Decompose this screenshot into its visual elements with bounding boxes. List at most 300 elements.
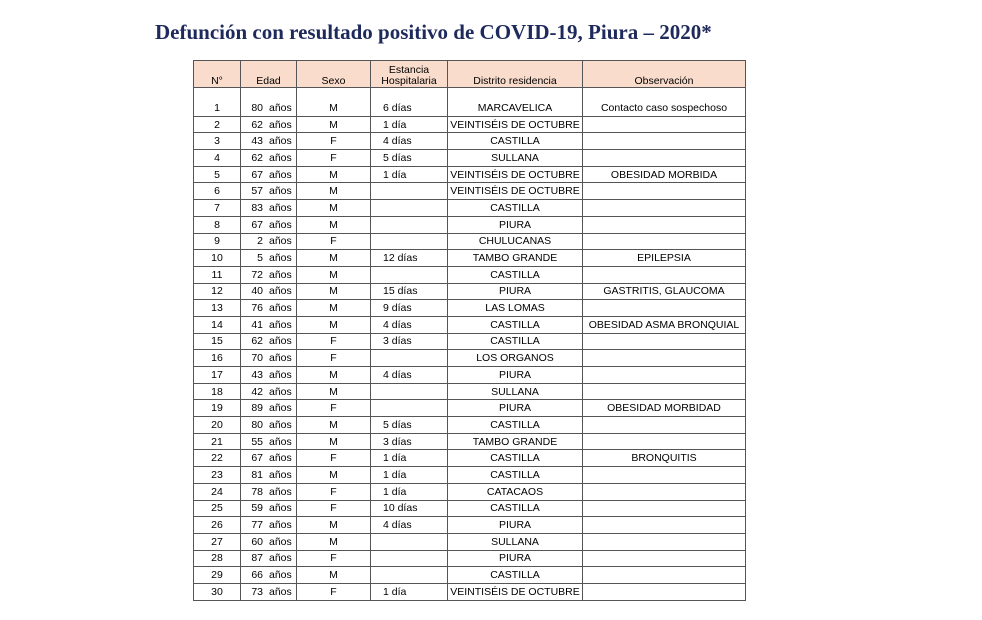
table-row — [194, 367, 746, 384]
district-cell: PIURA — [448, 550, 583, 567]
stay-value: 1 día — [383, 118, 407, 131]
age-cell — [241, 417, 297, 434]
header-row — [194, 61, 746, 88]
observation-cell — [583, 233, 746, 250]
district-cell: PIURA — [448, 216, 583, 233]
table-row — [194, 517, 746, 534]
table-row — [194, 200, 746, 217]
stay-cell — [371, 483, 448, 500]
stay-value: 3 días — [383, 435, 412, 448]
sex-cell: F — [297, 150, 371, 167]
table-row — [194, 100, 746, 116]
row-number: 27 — [194, 533, 241, 550]
observation-cell: OBESIDAD MORBIDAD — [583, 400, 746, 417]
observation-cell — [583, 216, 746, 233]
observation-cell: OBESIDAD MORBIDA — [583, 166, 746, 183]
table-row — [194, 150, 746, 167]
age-value: 62 — [251, 118, 263, 131]
header-observacion: Observación — [583, 61, 746, 88]
row-number: 3 — [194, 133, 241, 150]
age-value: 42 — [251, 385, 263, 398]
header-sexo: Sexo — [297, 61, 371, 88]
stay-value: 4 días — [383, 318, 412, 331]
age-unit: años — [269, 252, 292, 265]
age-cell — [241, 333, 297, 350]
district-cell: CASTILLA — [448, 133, 583, 150]
sex-cell: M — [297, 367, 371, 384]
age-value: 40 — [251, 285, 263, 298]
age-cell — [241, 233, 297, 250]
observation-cell — [583, 367, 746, 384]
row-number: 10 — [194, 250, 241, 267]
age-unit: años — [269, 235, 292, 248]
age-cell — [241, 300, 297, 317]
stay-cell — [371, 533, 448, 550]
stay-value — [373, 235, 383, 247]
table-row — [194, 250, 746, 267]
observation-cell — [583, 583, 746, 600]
row-number: 30 — [194, 583, 241, 600]
stay-cell — [371, 300, 448, 317]
table-row — [194, 216, 746, 233]
stay-cell — [371, 350, 448, 367]
age-cell — [241, 166, 297, 183]
age-cell — [241, 433, 297, 450]
sex-cell: F — [297, 350, 371, 367]
age-value: 89 — [251, 402, 263, 415]
sex-cell: M — [297, 283, 371, 300]
age-cell — [241, 150, 297, 167]
age-value: 80 — [251, 418, 263, 431]
stay-cell — [371, 216, 448, 233]
spacer-cell — [583, 88, 746, 101]
sex-cell: M — [297, 417, 371, 434]
stay-cell — [371, 400, 448, 417]
age-cell — [241, 450, 297, 467]
row-number: 20 — [194, 417, 241, 434]
district-cell: SULLANA — [448, 150, 583, 167]
header-edad: Edad — [241, 61, 297, 88]
age-unit: años — [269, 135, 292, 148]
district-cell: CASTILLA — [448, 567, 583, 584]
district-cell: PIURA — [448, 400, 583, 417]
row-number: 14 — [194, 316, 241, 333]
age-unit: años — [269, 418, 292, 431]
age-value: 55 — [251, 435, 263, 448]
spacer-cell — [371, 88, 448, 101]
district-cell: PIURA — [448, 283, 583, 300]
header-estancia-line2: Hospitalaria — [381, 75, 437, 87]
stay-value — [373, 185, 383, 197]
row-number: 24 — [194, 483, 241, 500]
district-cell: VEINTISÉIS DE OCTUBRE — [448, 116, 583, 133]
age-cell — [241, 550, 297, 567]
age-unit: años — [269, 168, 292, 181]
age-cell — [241, 350, 297, 367]
district-cell: VEINTISÉIS DE OCTUBRE — [448, 183, 583, 200]
spacer-cell — [448, 88, 583, 101]
age-value: 66 — [251, 569, 263, 582]
age-unit: años — [269, 352, 292, 365]
age-cell — [241, 283, 297, 300]
age-unit: años — [269, 151, 292, 164]
table-row — [194, 133, 746, 150]
stay-cell — [371, 100, 448, 116]
age-value: 59 — [251, 502, 263, 515]
age-unit: años — [269, 535, 292, 548]
age-cell — [241, 183, 297, 200]
district-cell: CASTILLA — [448, 450, 583, 467]
district-cell: TAMBO GRANDE — [448, 250, 583, 267]
age-unit: años — [269, 185, 292, 198]
sex-cell: M — [297, 100, 371, 116]
age-value: 62 — [251, 151, 263, 164]
observation-cell — [583, 383, 746, 400]
district-cell: LOS ORGANOS — [448, 350, 583, 367]
stay-value — [373, 569, 383, 581]
age-value: 41 — [251, 318, 263, 331]
age-cell — [241, 116, 297, 133]
age-cell — [241, 367, 297, 384]
observation-cell — [583, 200, 746, 217]
district-cell: TAMBO GRANDE — [448, 433, 583, 450]
stay-value: 4 días — [383, 519, 412, 532]
stay-cell — [371, 183, 448, 200]
stay-value: 4 días — [383, 368, 412, 381]
stay-cell — [371, 266, 448, 283]
stay-cell — [371, 583, 448, 600]
spacer-cell — [241, 88, 297, 101]
observation-cell — [583, 150, 746, 167]
age-unit: años — [269, 368, 292, 381]
age-value: 81 — [251, 468, 263, 481]
stay-value — [373, 352, 383, 364]
district-cell: SULLANA — [448, 533, 583, 550]
table-row — [194, 316, 746, 333]
age-value: 77 — [251, 519, 263, 532]
stay-cell — [371, 367, 448, 384]
sex-cell: F — [297, 500, 371, 517]
age-unit: años — [269, 452, 292, 465]
stay-value: 1 día — [383, 485, 407, 498]
observation-cell — [583, 417, 746, 434]
table-row — [194, 533, 746, 550]
row-number: 6 — [194, 183, 241, 200]
age-unit: años — [269, 218, 292, 231]
sex-cell: M — [297, 433, 371, 450]
age-value: 5 — [257, 252, 263, 265]
age-value: 62 — [251, 335, 263, 348]
age-value: 78 — [251, 485, 263, 498]
row-number: 4 — [194, 150, 241, 167]
stay-cell — [371, 550, 448, 567]
observation-cell: BRONQUITIS — [583, 450, 746, 467]
stay-value — [373, 219, 383, 231]
age-value: 60 — [251, 535, 263, 548]
stay-cell — [371, 417, 448, 434]
age-unit: años — [269, 435, 292, 448]
observation-cell — [583, 517, 746, 534]
table-row — [194, 500, 746, 517]
stay-value: 4 días — [383, 135, 412, 148]
spacer-cell — [194, 88, 241, 101]
age-unit: años — [269, 302, 292, 315]
age-value: 67 — [251, 452, 263, 465]
table-row — [194, 300, 746, 317]
stay-cell — [371, 467, 448, 484]
row-number: 9 — [194, 233, 241, 250]
observation-cell — [583, 333, 746, 350]
district-cell: SULLANA — [448, 383, 583, 400]
table-row — [194, 266, 746, 283]
table-row — [194, 116, 746, 133]
sex-cell: F — [297, 583, 371, 600]
stay-cell — [371, 250, 448, 267]
sex-cell: M — [297, 250, 371, 267]
sex-cell: F — [297, 233, 371, 250]
age-unit: años — [269, 118, 292, 131]
stay-value: 5 días — [383, 151, 412, 164]
row-number: 26 — [194, 517, 241, 534]
page-title: Defunción con resultado positivo de COVID-19, Piura – 2020* — [155, 20, 712, 44]
observation-cell: GASTRITIS, GLAUCOMA — [583, 283, 746, 300]
row-number: 23 — [194, 467, 241, 484]
table-row — [194, 400, 746, 417]
observation-cell: EPILEPSIA — [583, 250, 746, 267]
age-unit: años — [269, 402, 292, 415]
stay-cell — [371, 283, 448, 300]
stay-value: 5 días — [383, 418, 412, 431]
age-cell — [241, 200, 297, 217]
age-unit: años — [269, 201, 292, 214]
observation-cell — [583, 300, 746, 317]
observation-cell — [583, 133, 746, 150]
stay-value: 10 días — [383, 502, 418, 515]
row-number: 15 — [194, 333, 241, 350]
table-row — [194, 467, 746, 484]
age-value: 80 — [251, 101, 263, 114]
row-number: 1 — [194, 100, 241, 116]
table-body — [194, 88, 746, 601]
row-number: 7 — [194, 200, 241, 217]
age-unit: años — [269, 318, 292, 331]
district-cell: PIURA — [448, 367, 583, 384]
age-unit: años — [269, 552, 292, 565]
stay-value: 12 días — [383, 252, 418, 265]
stay-cell — [371, 333, 448, 350]
age-value: 72 — [251, 268, 263, 281]
row-number: 16 — [194, 350, 241, 367]
stay-cell — [371, 500, 448, 517]
row-number: 19 — [194, 400, 241, 417]
age-unit: años — [269, 335, 292, 348]
sex-cell: M — [297, 266, 371, 283]
table-row — [194, 450, 746, 467]
sex-cell: M — [297, 216, 371, 233]
row-number: 28 — [194, 550, 241, 567]
age-cell — [241, 133, 297, 150]
observation-cell — [583, 350, 746, 367]
stay-cell — [371, 567, 448, 584]
stay-value: 15 días — [383, 285, 418, 298]
row-number: 13 — [194, 300, 241, 317]
age-unit: años — [269, 268, 292, 281]
table-row — [194, 567, 746, 584]
age-cell — [241, 316, 297, 333]
spacer-row — [194, 88, 746, 101]
age-value: 83 — [251, 201, 263, 214]
district-cell: CATACAOS — [448, 483, 583, 500]
stay-cell — [371, 450, 448, 467]
sex-cell: M — [297, 467, 371, 484]
age-unit: años — [269, 585, 292, 598]
stay-cell — [371, 383, 448, 400]
row-number: 22 — [194, 450, 241, 467]
age-cell — [241, 100, 297, 116]
district-cell: CASTILLA — [448, 316, 583, 333]
stay-value: 1 día — [383, 452, 407, 465]
stay-value: 1 día — [383, 585, 407, 598]
header-n: N° — [194, 61, 241, 88]
age-cell — [241, 216, 297, 233]
age-unit: años — [269, 385, 292, 398]
age-value: 43 — [251, 135, 263, 148]
age-unit: años — [269, 485, 292, 498]
sex-cell: F — [297, 133, 371, 150]
stay-cell — [371, 200, 448, 217]
table-row — [194, 550, 746, 567]
row-number: 2 — [194, 116, 241, 133]
district-cell: CASTILLA — [448, 200, 583, 217]
age-cell — [241, 500, 297, 517]
header-estancia-line1: Estancia — [388, 64, 430, 76]
table-row — [194, 350, 746, 367]
stay-cell — [371, 233, 448, 250]
age-cell — [241, 467, 297, 484]
stay-value: 6 días — [383, 101, 412, 114]
district-cell: CASTILLA — [448, 417, 583, 434]
table-row — [194, 333, 746, 350]
stay-cell — [371, 433, 448, 450]
header-distrito: Distrito residencia — [448, 61, 583, 88]
sex-cell: M — [297, 316, 371, 333]
stay-value — [373, 202, 383, 214]
stay-cell — [371, 166, 448, 183]
stay-cell — [371, 316, 448, 333]
age-unit: años — [269, 285, 292, 298]
observation-cell — [583, 567, 746, 584]
stay-cell — [371, 116, 448, 133]
table-row — [194, 483, 746, 500]
sex-cell: F — [297, 400, 371, 417]
district-cell: PIURA — [448, 517, 583, 534]
table-row — [194, 433, 746, 450]
district-cell: CASTILLA — [448, 467, 583, 484]
stay-value — [373, 402, 383, 414]
sex-cell: F — [297, 450, 371, 467]
sex-cell: F — [297, 483, 371, 500]
table-row — [194, 183, 746, 200]
observation-cell — [583, 183, 746, 200]
age-cell — [241, 250, 297, 267]
age-value: 73 — [251, 585, 263, 598]
age-value: 67 — [251, 218, 263, 231]
sex-cell: M — [297, 517, 371, 534]
age-cell — [241, 583, 297, 600]
row-number: 21 — [194, 433, 241, 450]
age-cell — [241, 266, 297, 283]
sex-cell: M — [297, 300, 371, 317]
age-value: 76 — [251, 302, 263, 315]
table-row — [194, 283, 746, 300]
age-cell — [241, 483, 297, 500]
observation-cell — [583, 433, 746, 450]
age-cell — [241, 567, 297, 584]
stay-value: 9 días — [383, 302, 412, 315]
stay-value: 1 día — [383, 168, 407, 181]
age-value: 70 — [251, 352, 263, 365]
stay-value — [373, 536, 383, 548]
observation-cell — [583, 483, 746, 500]
sex-cell: M — [297, 183, 371, 200]
row-number: 5 — [194, 166, 241, 183]
age-value: 57 — [251, 185, 263, 198]
district-cell: VEINTISÉIS DE OCTUBRE — [448, 166, 583, 183]
header-estancia — [371, 61, 448, 88]
age-unit: años — [269, 519, 292, 532]
age-unit: años — [269, 502, 292, 515]
row-number: 8 — [194, 216, 241, 233]
stay-value — [373, 386, 383, 398]
sex-cell: M — [297, 533, 371, 550]
district-cell: VEINTISÉIS DE OCTUBRE — [448, 583, 583, 600]
spacer-cell — [297, 88, 371, 101]
stay-cell — [371, 517, 448, 534]
district-cell: MARCAVELICA — [448, 100, 583, 116]
table-row — [194, 417, 746, 434]
district-cell: CASTILLA — [448, 500, 583, 517]
sex-cell: M — [297, 567, 371, 584]
age-cell — [241, 400, 297, 417]
age-cell — [241, 383, 297, 400]
sex-cell: M — [297, 116, 371, 133]
deaths-table — [193, 60, 746, 601]
sex-cell: M — [297, 200, 371, 217]
sex-cell: M — [297, 383, 371, 400]
sex-cell: F — [297, 550, 371, 567]
observation-cell — [583, 550, 746, 567]
age-value: 67 — [251, 168, 263, 181]
observation-cell — [583, 533, 746, 550]
district-cell: CASTILLA — [448, 333, 583, 350]
stay-value: 1 día — [383, 468, 407, 481]
table-row — [194, 166, 746, 183]
table-header — [194, 61, 746, 88]
stay-value — [373, 269, 383, 281]
stay-cell — [371, 133, 448, 150]
row-number: 29 — [194, 567, 241, 584]
row-number: 18 — [194, 383, 241, 400]
district-cell: LAS LOMAS — [448, 300, 583, 317]
observation-cell — [583, 467, 746, 484]
age-value: 87 — [251, 552, 263, 565]
sex-cell: M — [297, 166, 371, 183]
observation-cell — [583, 500, 746, 517]
observation-cell — [583, 266, 746, 283]
table-row — [194, 383, 746, 400]
age-unit: años — [269, 101, 292, 114]
observation-cell: Contacto caso sospechoso — [583, 100, 746, 116]
